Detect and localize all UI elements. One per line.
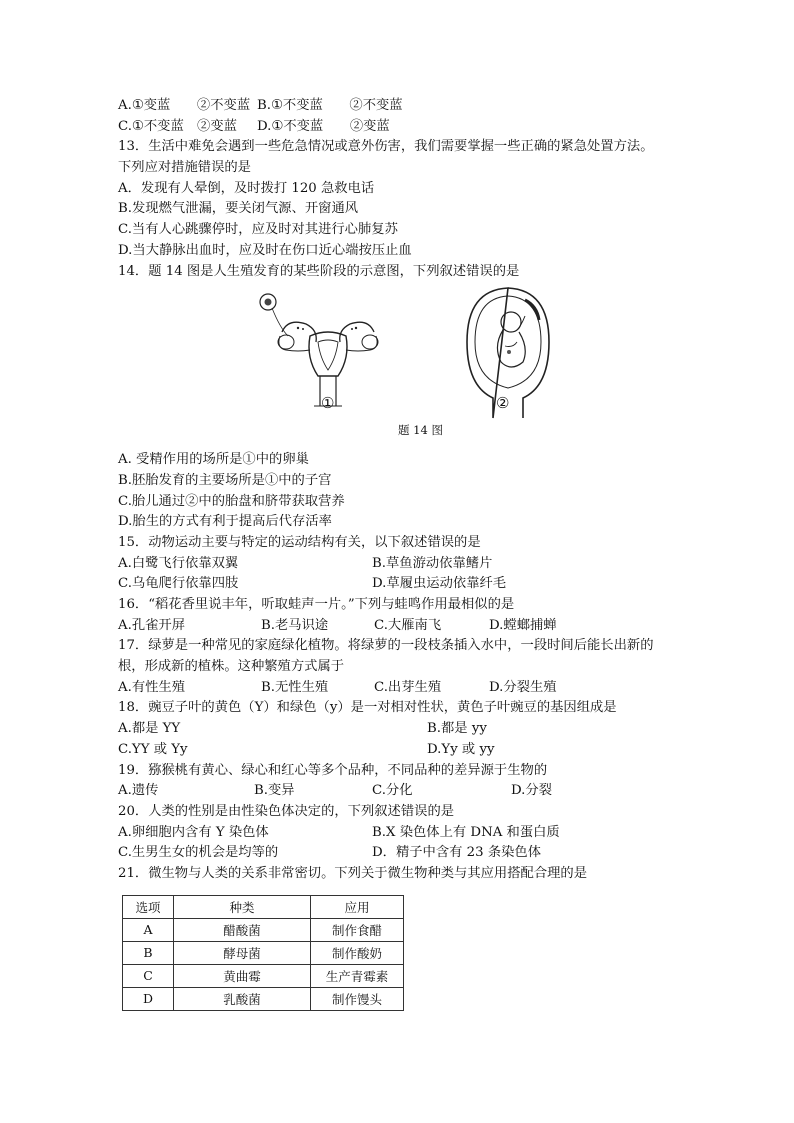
q15-stem: 15．动物运动主要与特定的运动结构有关，以下叙述错误的是 <box>118 534 481 550</box>
q12-option-a: A.①变蓝 ②不变蓝 <box>118 98 251 113</box>
table-cell: B <box>123 941 174 964</box>
table-cell: 生产青霉素 <box>311 964 404 987</box>
q16-stem: 16．“稻花香里说丰年，听取蛙声一片。”下列与蛙鸣作用最相似的是 <box>118 597 515 612</box>
table-cell: D <box>123 987 174 1010</box>
q18-option-c: C.YY 或 Yy <box>118 741 188 757</box>
table-row <box>123 941 404 964</box>
q20-options-row-1 <box>118 823 718 844</box>
q14-fig-label-1: ① <box>321 394 335 413</box>
q19-option-c: C.分化 <box>372 783 413 799</box>
q12-option-b: B.①不变蓝 ②不变蓝 <box>257 98 403 113</box>
table-cell: C <box>123 964 174 987</box>
q18-option-a: A.都是 YY <box>118 721 181 737</box>
table-cell: 醋酸菌 <box>174 918 311 941</box>
q20-option-b: B.X 染色体上有 DNA 和蛋白质 <box>372 824 560 840</box>
q19-options <box>118 781 718 802</box>
q20-option-d: D．精子中含有 23 条染色体 <box>372 845 542 861</box>
q16-options <box>118 616 718 637</box>
table-row <box>123 987 404 1010</box>
q17-stem-line-2: 根，形成新的植株。这种繁殖方式属于 <box>118 659 345 675</box>
q13-option-c: C.当有人心跳骤停时，应及时对其进行心肺复苏 <box>118 222 398 238</box>
q14-figure <box>118 282 718 450</box>
table-header-option: 选项 <box>123 895 174 918</box>
table-cell: 酵母菌 <box>174 941 311 964</box>
q14-fig-caption: 题 14 图 <box>398 423 443 438</box>
table-cell: 黄曲霉 <box>174 964 311 987</box>
q20-option-a: A.卵细胞内含有 Y 染色体 <box>118 824 269 840</box>
exam-page <box>118 96 718 1011</box>
q21-stem: 21．微生物与人类的关系非常密切。下列关于微生物种类与其应用搭配合理的是 <box>118 865 588 881</box>
q18-option-d: D.Yy 或 yy <box>427 741 495 757</box>
q17-option-c: C.出芽生殖 <box>374 679 442 695</box>
table-row <box>123 964 404 987</box>
q12-options-row-1 <box>118 96 718 117</box>
q18-option-b: B.都是 yy <box>427 721 487 737</box>
q14-stem: 14．题 14 图是人生殖发育的某些阶段的示意图，下列叙述错误的是 <box>118 263 520 279</box>
q16-option-d: D.螳螂捕蝉 <box>489 617 557 633</box>
q13-stem-line-1: 13．生活中难免会遇到一些危急情况或意外伤害，我们需要掌握一些正确的紧急处置方法。 <box>118 139 654 155</box>
q15-option-c: C.乌龟爬行依靠四肢 <box>118 576 239 592</box>
q13-stem-line-2: 下列应对措施错误的是 <box>118 160 251 176</box>
q12-option-d: D.①不变蓝 ②变蓝 <box>257 118 390 134</box>
q13-option-a: A．发现有人晕倒，及时拨打 120 急救电话 <box>118 180 375 196</box>
table-row <box>123 918 404 941</box>
q14-option-d: D.胎生的方式有利于提高后代存活率 <box>118 514 332 530</box>
q20-options-row-2 <box>118 843 718 864</box>
q15-option-b: B.草鱼游动依靠鳍片 <box>372 555 493 571</box>
q14-option-a: A. 受精作用的场所是①中的卵巢 <box>118 452 309 468</box>
q17-stem-line-1: 17．绿萝是一种常见的家庭绿化植物。将绿萝的一段枝条插入水中，一段时间后能长出新的 <box>118 638 654 654</box>
q15-option-a: A.白鹭飞行依靠双翼 <box>118 555 239 571</box>
q14-option-c: C.胎儿通过②中的胎盘和脐带获取营养 <box>118 493 345 509</box>
table-cell: 制作馒头 <box>311 987 404 1010</box>
q16-option-b: B.老马识途 <box>261 617 329 633</box>
q21-table <box>122 895 404 1011</box>
table-cell: A <box>123 918 174 941</box>
q12-option-c: C.①不变蓝 ②变蓝 <box>118 118 237 134</box>
q18-options-row-2 <box>118 740 718 761</box>
q13-option-b: B.发现燃气泄漏，要关闭气源、开窗通风 <box>118 201 359 217</box>
q20-option-c: C.生男生女的机会是均等的 <box>118 845 279 861</box>
q18-options-row-1 <box>118 719 718 740</box>
q12-options-row-2 <box>118 117 718 138</box>
q17-option-a: A.有性生殖 <box>118 679 186 695</box>
q18-stem: 18．豌豆子叶的黄色（Y）和绿色（y）是一对相对性状，黄色子叶豌豆的基因组成是 <box>118 700 617 716</box>
q14-fig-label-2: ② <box>496 394 510 413</box>
q19-option-a: A.遗传 <box>118 783 159 799</box>
table-cell: 制作食醋 <box>311 918 404 941</box>
table-header-row <box>123 895 404 918</box>
q13-option-d: D.当大静脉出血时，应及时在伤口近心端按压止血 <box>118 242 412 258</box>
table-cell: 制作酸奶 <box>311 941 404 964</box>
table-header-application: 应用 <box>311 895 404 918</box>
q17-option-b: B.无性生殖 <box>261 679 329 695</box>
q19-option-d: D.分裂 <box>511 783 553 799</box>
q20-stem: 20．人类的性别是由性染色体决定的，下列叙述错误的是 <box>118 803 455 819</box>
table-header-type: 种类 <box>174 895 311 918</box>
q15-options-row-1 <box>118 554 718 575</box>
q15-options-row-2 <box>118 574 718 595</box>
q16-option-c: C.大雁南飞 <box>374 617 442 633</box>
q15-option-d: D.草履虫运动依靠纤毛 <box>372 576 507 592</box>
q17-options <box>118 678 718 699</box>
table-cell: 乳酸菌 <box>174 987 311 1010</box>
q17-option-d: D.分裂生殖 <box>489 679 557 695</box>
q14-option-b: B.胚胎发育的主要场所是①中的子宫 <box>118 472 332 488</box>
q16-option-a: A.孔雀开屏 <box>118 617 186 633</box>
q19-stem: 19．猕猴桃有黄心、绿心和红心等多个品种，不同品种的差异源于生物的 <box>118 762 548 778</box>
q19-option-b: B.变异 <box>254 783 295 799</box>
